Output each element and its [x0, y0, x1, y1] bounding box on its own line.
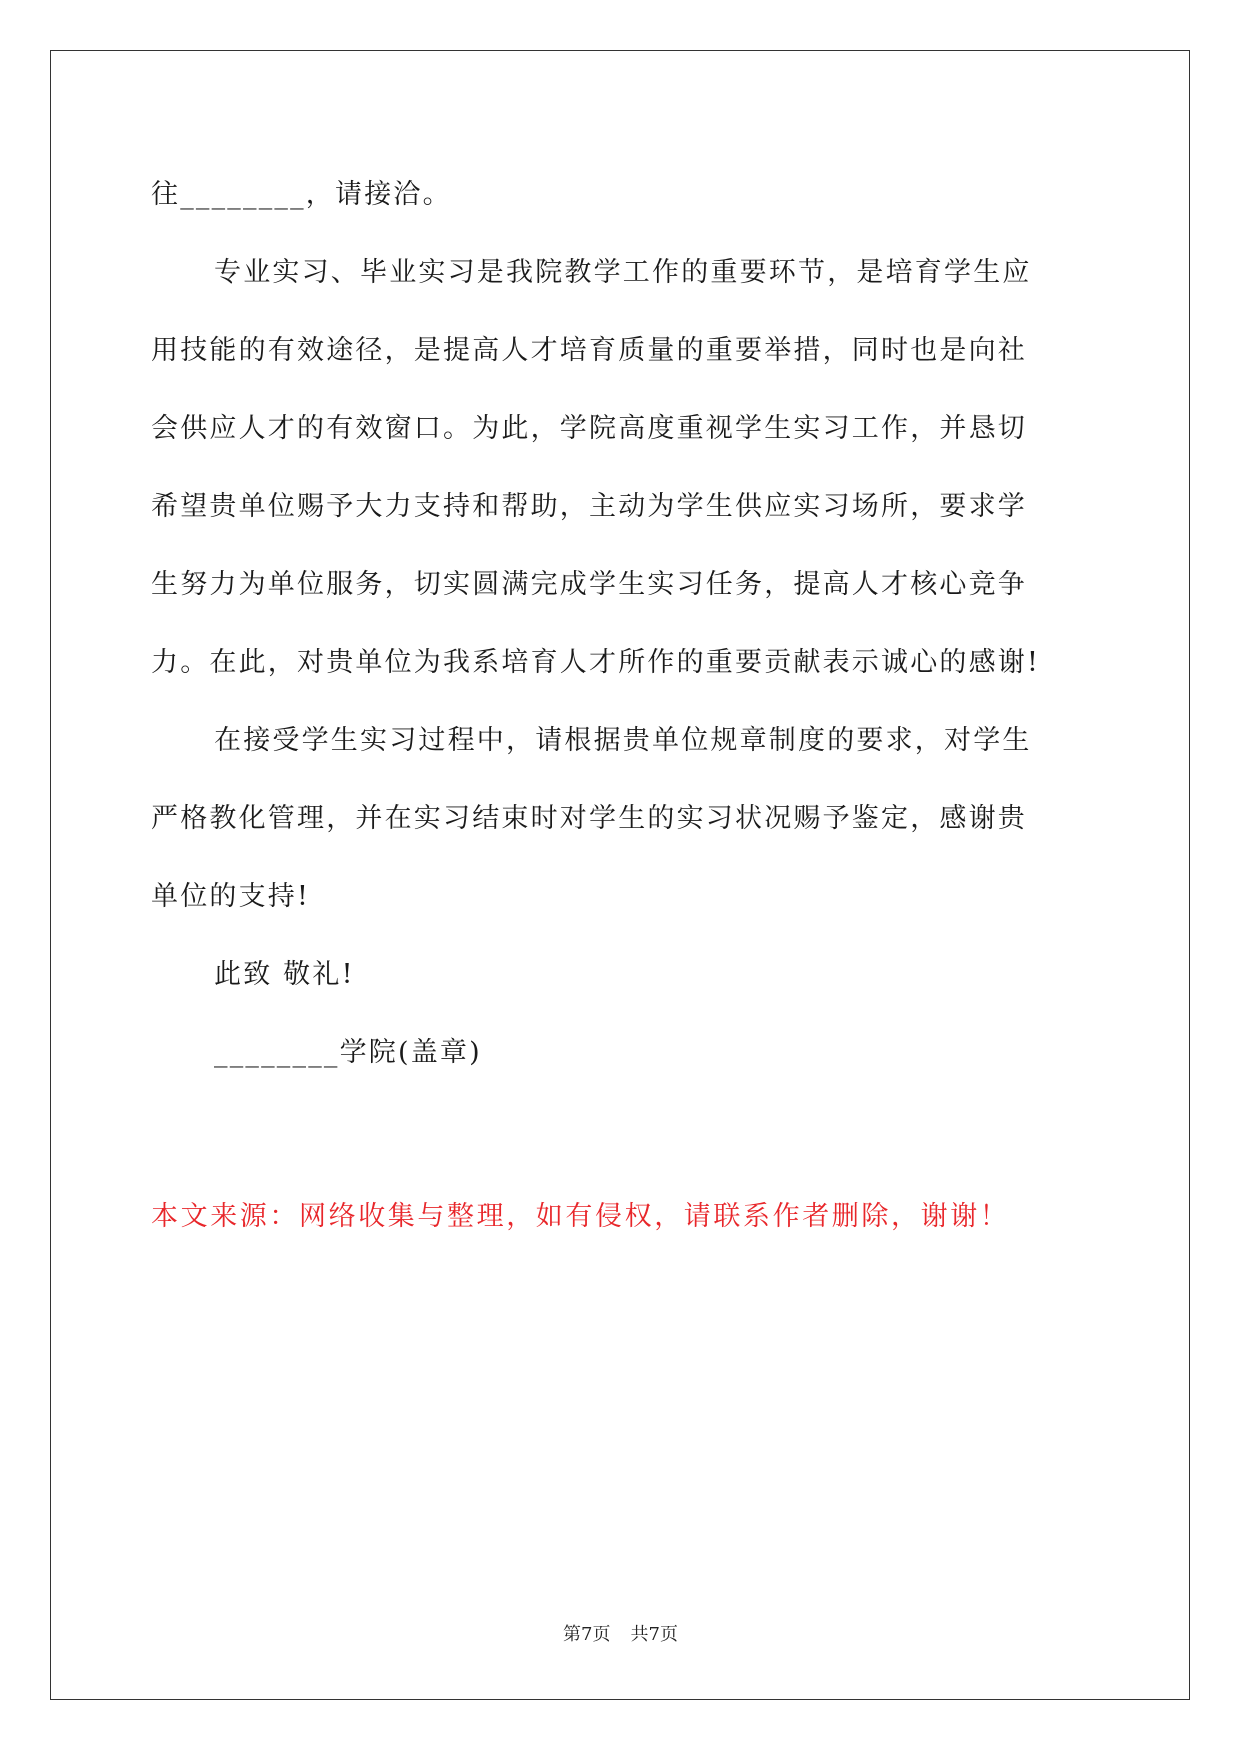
body-line-9: 严格教化管理，并在实习结束时对学生的实习状况赐予鉴定，感谢贵 [151, 803, 1027, 834]
closing-salutation: 此致 敬礼! [214, 959, 355, 990]
body-line-5: 希望贵单位赐予大力支持和帮助，主动为学生供应实习场所，要求学 [151, 491, 1027, 522]
source-note: 本文来源：网络收集与整理，如有侵权，请联系作者删除，谢谢！ [151, 1201, 1010, 1232]
body-line-10: 单位的支持! [151, 881, 311, 912]
page-number-current: 第7页 [563, 1624, 611, 1645]
body-line-7: 力。在此，对贵单位为我系培育人才所作的重要贡献表示诚心的感谢! [151, 647, 1041, 678]
body-line-6: 生努力为单位服务，切实圆满完成学生实习任务，提高人才核心竞争 [151, 569, 1027, 600]
body-line-4: 会供应人才的有效窗口。为此，学院高度重视学生实习工作，并恳切 [151, 413, 1027, 444]
body-line-8: 在接受学生实习过程中，请根据贵单位规章制度的要求，对学生 [214, 725, 1032, 756]
signature-line: ________学院(盖章) [214, 1037, 482, 1068]
body-line-3: 用技能的有效途径，是提高人才培育质量的重要举措，同时也是向社 [151, 335, 1027, 366]
page-number-total: 共7页 [630, 1624, 678, 1645]
body-line-2: 专业实习、毕业实习是我院教学工作的重要环节，是培育学生应 [214, 257, 1032, 288]
body-line-1: 往________，请接洽。 [151, 179, 452, 210]
page-border [50, 50, 1190, 1700]
page-footer [0, 1623, 1241, 1647]
